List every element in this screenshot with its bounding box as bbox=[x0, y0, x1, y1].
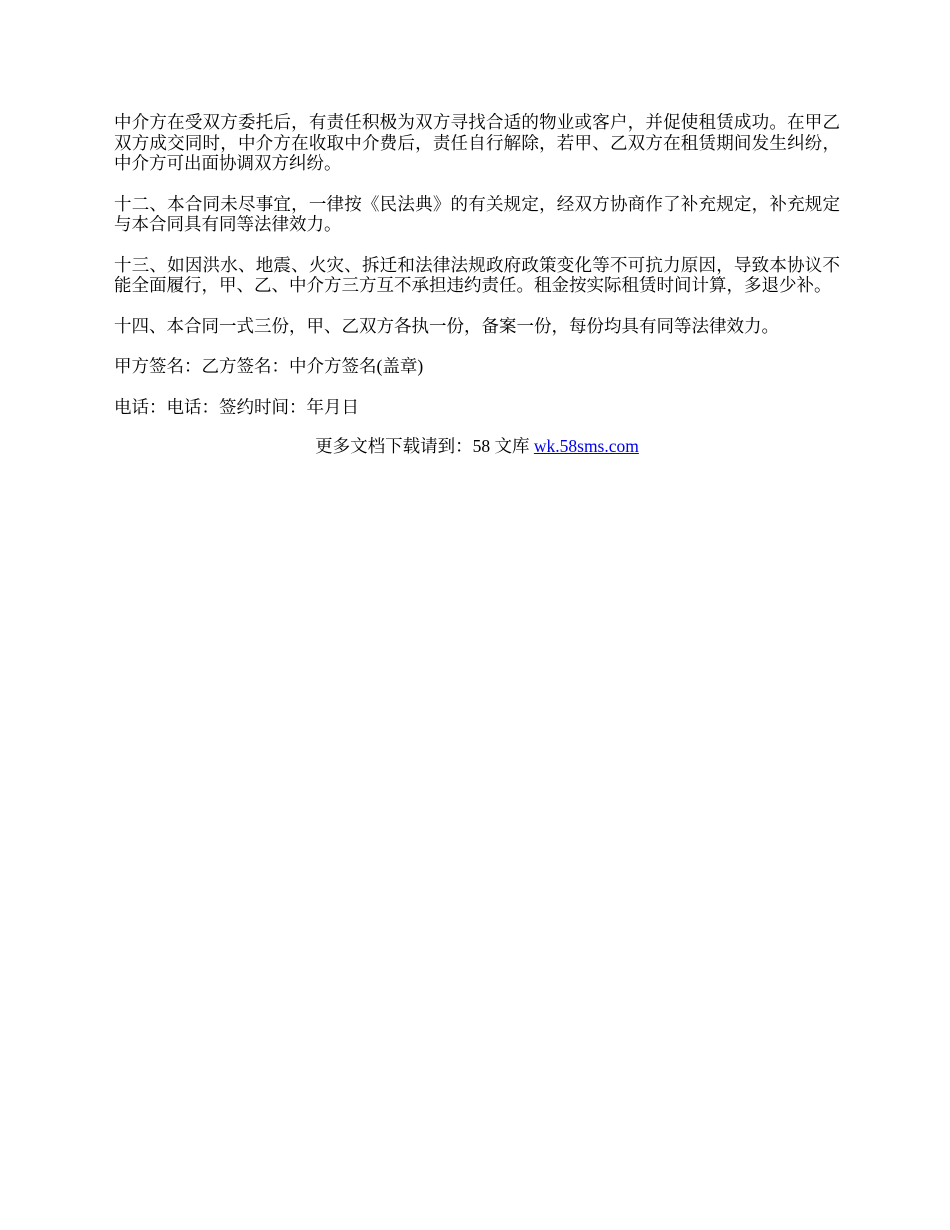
footer-prefix: 更多文档下载请到：58 文库 bbox=[315, 436, 534, 456]
paragraph-clause-14: 十四、本合同一式三份，甲、乙双方各执一份，备案一份，每份均具有同等法律效力。 bbox=[114, 315, 779, 336]
signature-line: 甲方签名：乙方签名：中介方签名(盖章) bbox=[114, 356, 424, 376]
paragraph-clause-12: 十二、本合同未尽事宜，一律按《民法典》的有关规定，经双方协商作了补充规定，补充规定与本合同具有同等法律效力。 bbox=[114, 193, 840, 234]
document-page bbox=[114, 112, 840, 457]
paragraph-intermediary-duty: 中介方在受双方委托后，有责任积极为双方寻找合适的物业或客户，并促使租赁成功。在甲乙双方成交同时，中介方在收取中介费后，责任自行解除，若甲、乙双方在租赁期间发生纠纷，中介方可出面协调双方纠纷。 bbox=[114, 112, 840, 173]
paragraph-clause-13: 十三、如因洪水、地震、火灾、拆迁和法律法规政府政策变化等不可抗力原因，导致本协议不能全面履行，甲、乙、中介方三方互不承担违约责任。租金按实际租赁时间计算，多退少补。 bbox=[114, 254, 840, 295]
footer-link[interactable]: wk.58sms.com bbox=[533, 436, 639, 456]
phone-date-line: 电话：电话：签约时间：年月日 bbox=[114, 396, 359, 417]
footer-download-note bbox=[114, 436, 840, 457]
